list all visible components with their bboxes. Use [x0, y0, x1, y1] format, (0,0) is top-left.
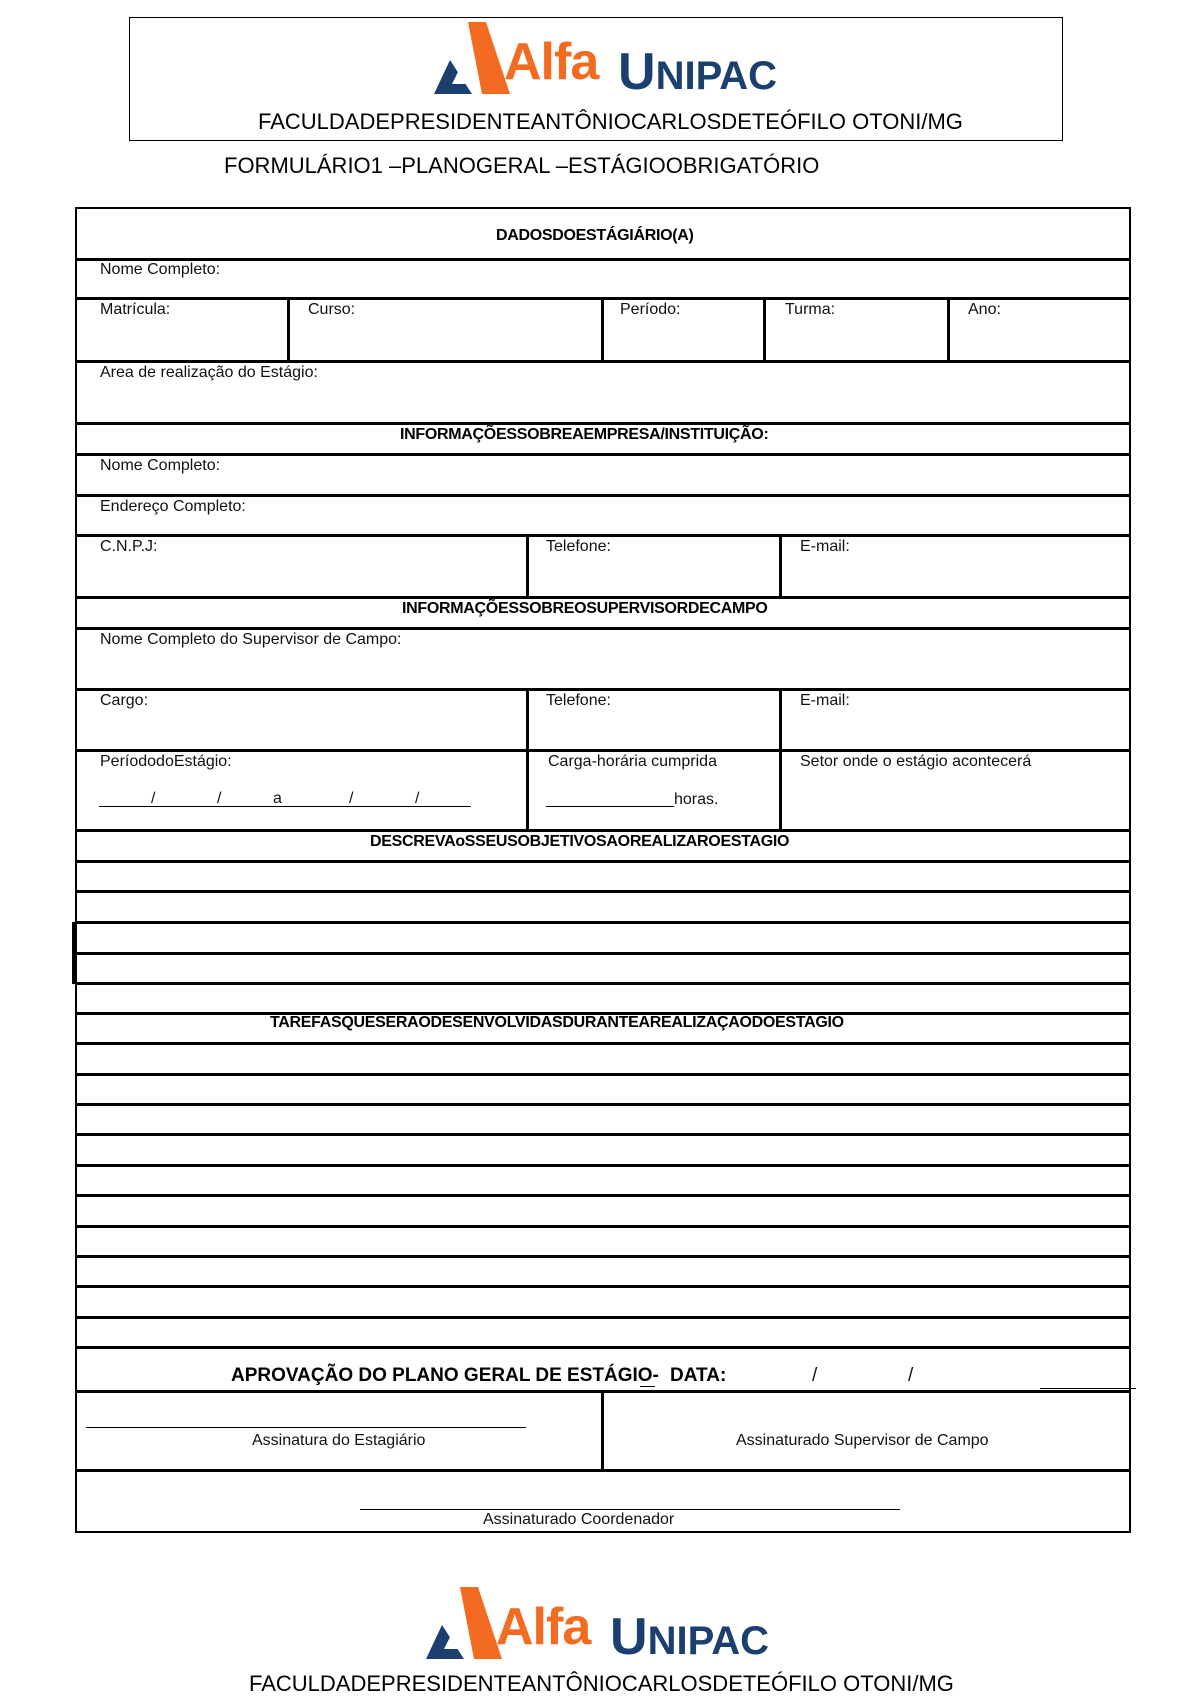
coordinator-signature-line[interactable]: [360, 1509, 900, 1510]
intern-area-field[interactable]: Area de realização do Estágio:: [100, 364, 318, 381]
workload-hours-line[interactable]: [546, 806, 674, 807]
intern-course-field[interactable]: Curso:: [308, 301, 356, 318]
company-phone-field[interactable]: Telefone:: [546, 538, 611, 555]
supervisor-role-field[interactable]: Cargo:: [100, 692, 149, 709]
intern-section-title: DADOSDOESTÁGIÁRIO(A): [496, 227, 694, 244]
approval-date-label: DATA:: [670, 1365, 727, 1386]
intern-year-field[interactable]: Ano:: [968, 301, 1001, 318]
form-frame: [75, 207, 1131, 1533]
intern-signature-label: Assinatura do Estagiário: [252, 1432, 426, 1449]
logo-unipac-text: UNIPAC: [618, 43, 778, 101]
date-separator: /: [908, 1365, 914, 1386]
intern-full-name-field[interactable]: Nome Completo:: [100, 261, 221, 278]
coordinator-signature-label: Assinaturado Coordenador: [483, 1511, 675, 1528]
footer-logo: [420, 1585, 800, 1665]
footer-institution-name: FACULDADEPRESIDENTEANTÔNIOCARLOSDETEÓFILO OTONI/MG: [249, 1671, 954, 1696]
supervisor-email-field[interactable]: E-mail:: [800, 692, 850, 709]
date-separator: /: [217, 790, 222, 807]
form-title: FORMULÁRIO1 –PLANOGERAL –ESTÁGIOOBRIGATÓRIO: [224, 153, 820, 178]
supervisor-section-title: INFORMAÇÕESSOBREOSUPERVISORDECAMPO: [402, 600, 768, 617]
intern-registration-field[interactable]: Matrícula:: [100, 301, 171, 318]
institution-name: FACULDADEPRESIDENTEANTÔNIOCARLOSDETEÓFILO OTONI/MG: [258, 109, 963, 134]
workload-label: Carga-horária cumprida: [548, 753, 717, 770]
date-separator: /: [415, 790, 420, 807]
intern-class-field[interactable]: Turma:: [785, 301, 836, 318]
hours-label: horas.: [674, 791, 719, 808]
date-separator: /: [812, 1365, 818, 1386]
company-cnpj-field[interactable]: C.N.P.J:: [100, 538, 158, 555]
logo-unipac-text: UNIPAC: [610, 1608, 770, 1666]
approval-title: APROVAÇÃO DO PLANO GERAL DE ESTÁGIO-: [231, 1365, 659, 1386]
company-section-title: INFORMAÇÕESSOBREAEMPRESA/INSTITUIÇÃO:: [400, 426, 769, 443]
supervisor-signature-label: Assinaturado Supervisor de Campo: [736, 1432, 989, 1449]
internship-period-label: PeríododoEstágio:: [100, 753, 232, 770]
date-separator: /: [349, 790, 354, 807]
intern-signature-line[interactable]: [86, 1427, 526, 1428]
header-logo: [428, 20, 808, 100]
supervisor-full-name-field[interactable]: Nome Completo do Supervisor de Campo:: [100, 631, 402, 648]
logo-alfa-text: Alfa: [504, 33, 599, 91]
tasks-section-title: TAREFASQUESERAODESENVOLVIDASDURANTEAREALIZAÇAODOESTAGIO: [270, 1014, 844, 1031]
objectives-section-title: DESCREVAoSSEUSOBJETIVOSAOREALIZAROESTAGIO: [370, 833, 790, 850]
date-to-label: a: [273, 790, 282, 807]
company-email-field[interactable]: E-mail:: [800, 538, 850, 555]
supervisor-phone-field[interactable]: Telefone:: [546, 692, 611, 709]
company-address-field[interactable]: Endereço Completo:: [100, 498, 246, 515]
company-full-name-field[interactable]: Nome Completo:: [100, 457, 221, 474]
sector-field[interactable]: Setor onde o estágio acontecerá: [800, 753, 1032, 770]
intern-period-field[interactable]: Período:: [620, 301, 681, 318]
logo-alfa-text: Alfa: [496, 1598, 591, 1656]
date-separator: /: [151, 790, 156, 807]
